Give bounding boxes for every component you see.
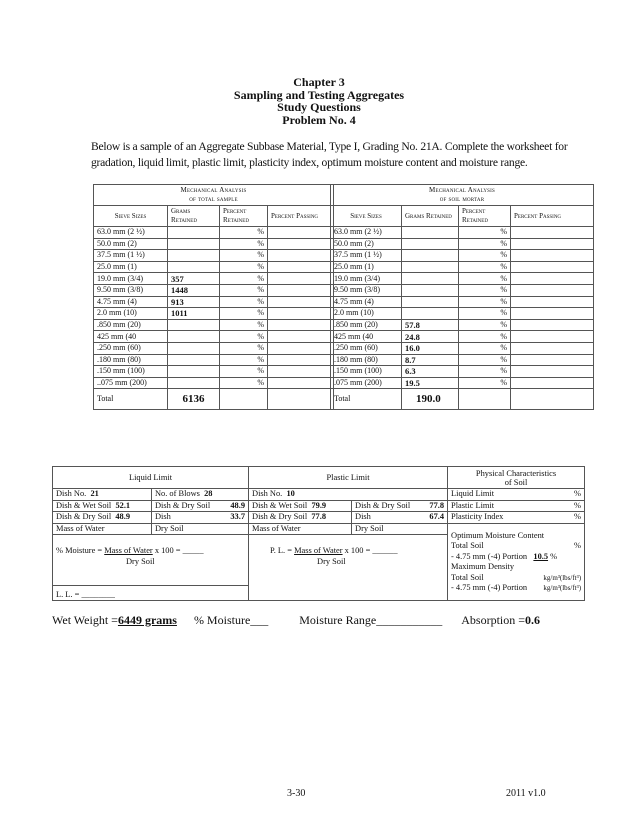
sieve-size-cell: 37.5 mm (1 ½)	[331, 250, 402, 262]
sieve-size-cell: 19.0 mm (3/4)	[331, 273, 402, 285]
limits-table	[52, 466, 585, 601]
sieve-size-cell: 2.0 mm (10)	[331, 308, 402, 320]
sieve-row	[94, 227, 334, 239]
moisture-field: % Moisture___	[193, 613, 269, 627]
sieve-row	[94, 377, 334, 389]
percent-passing-cell	[268, 354, 334, 366]
grams-retained-cell	[402, 273, 459, 285]
percent-passing-cell	[511, 261, 594, 273]
sieve-row	[94, 284, 334, 296]
percent-retained-cell: %	[220, 331, 268, 343]
sieve-row	[94, 238, 334, 250]
mech-left-title: Mechanical Analysis of total sample	[94, 185, 334, 206]
sieve-size-cell: 9.50 mm (3/8)	[331, 284, 402, 296]
sieve-size-cell: 4.75 mm (4)	[331, 296, 402, 308]
sieve-size-cell: 4.75 mm (4)	[94, 296, 168, 308]
sieve-size-cell: 63.0 mm (2 ½)	[331, 227, 402, 239]
percent-passing-cell	[511, 227, 594, 239]
percent-retained-cell: %	[220, 273, 268, 285]
percent-retained-cell: %	[459, 342, 511, 354]
sieve-row	[331, 354, 594, 366]
study-questions-label: Study Questions	[277, 100, 361, 114]
grams-retained-cell	[168, 354, 220, 366]
sieve-row	[331, 319, 594, 331]
sieve-row	[331, 366, 594, 378]
sieve-row	[94, 308, 334, 320]
percent-passing-cell	[268, 261, 334, 273]
sieve-row	[331, 227, 594, 239]
absorption-field: Absorption =0.6	[461, 613, 541, 627]
liquid-limit-header: Liquid Limit	[53, 467, 249, 489]
sieve-size-cell: ..075 mm (200)	[94, 377, 168, 389]
percent-retained-cell: %	[459, 308, 511, 320]
physical-characteristics-header: Physical Characteristics of Soil	[448, 467, 585, 489]
percent-passing-cell	[511, 250, 594, 262]
percent-retained-cell: %	[220, 377, 268, 389]
sieve-row	[94, 342, 334, 354]
grams-retained-cell	[168, 377, 220, 389]
percent-retained-cell: %	[459, 273, 511, 285]
grams-retained-cell	[168, 227, 220, 239]
percent-passing-cell	[268, 331, 334, 343]
sieve-size-cell: 425 mm (40	[331, 331, 402, 343]
grams-retained-cell	[168, 342, 220, 354]
percent-passing-cell	[268, 284, 334, 296]
sieve-size-cell: .180 mm (80)	[331, 354, 402, 366]
grams-retained-cell	[402, 296, 459, 308]
grams-retained-cell	[168, 331, 220, 343]
sieve-size-cell: 50.0 mm (2)	[331, 238, 402, 250]
percent-retained-cell: %	[220, 308, 268, 320]
grams-retained-cell: 1011	[168, 308, 220, 320]
limits-row-dry-soil: Dish & Dry Soil 48.9 Dish 33.7 Dish & Dry Soil 77.8 Dish 67.4 Plasticity Index %	[53, 512, 585, 524]
percent-retained-cell: %	[459, 250, 511, 262]
sieve-size-cell: 50.0 mm (2)	[94, 238, 168, 250]
limits-row-wet-soil: Dish & Wet Soil 52.1 Dish & Dry Soil 48.9 Dish & Wet Soil 79.9 Dish & Dry Soil 77.8 Plastic Limit %	[53, 500, 585, 512]
grams-retained-cell: 16.0	[402, 342, 459, 354]
percent-passing-cell	[511, 319, 594, 331]
percent-retained-cell: %	[459, 284, 511, 296]
percent-passing-cell	[268, 342, 334, 354]
sieve-row	[94, 331, 334, 343]
grams-retained-cell: 19.5	[402, 377, 459, 389]
grams-retained-cell: 24.8	[402, 331, 459, 343]
grams-retained-cell	[402, 238, 459, 250]
sieve-size-cell: 63.0 mm (2 ½)	[94, 227, 168, 239]
sieve-row	[331, 250, 594, 262]
percent-retained-cell: %	[220, 284, 268, 296]
percent-passing-cell	[511, 238, 594, 250]
percent-retained-cell: %	[459, 296, 511, 308]
sieve-size-cell: .150 mm (100)	[331, 366, 402, 378]
percent-retained-cell: %	[459, 238, 511, 250]
limits-row-dish-no: Dish No. 21 No. of Blows 28 Dish No. 10 Liquid Limit %	[53, 489, 585, 501]
sieve-row	[331, 273, 594, 285]
percent-passing-cell	[511, 296, 594, 308]
percent-passing-cell	[268, 296, 334, 308]
grams-retained-cell: 1448	[168, 284, 220, 296]
grams-retained-cell: 8.7	[402, 354, 459, 366]
limits-header-row	[53, 467, 585, 489]
grams-retained-cell	[402, 261, 459, 273]
sieve-row	[331, 331, 594, 343]
sieve-size-cell: .150 mm (100)	[94, 366, 168, 378]
grams-retained-cell	[402, 284, 459, 296]
intro-paragraph: Below is a sample of an Aggregate Subbase Material, Type I, Grading No. 21A. Complete the worksheet for gradation, liquid limit, plastic limit, plasticity index, optimum moisture content and moisture range.	[91, 140, 568, 169]
sieve-size-cell: 9.50 mm (3/8)	[94, 284, 168, 296]
sieve-size-cell: 425 mm (40	[94, 331, 168, 343]
mech-left-total-row: Total 6136	[94, 389, 334, 410]
sieve-size-cell: .850 mm (20)	[94, 319, 168, 331]
percent-passing-cell	[268, 250, 334, 262]
limits-row-mass-water: Mass of Water Dry Soil Mass of Water Dry Soil Optimum Moisture Content Total Soil % - 4.75 mm (-4) Portion 10.5 % Maximum Density Total Soil kg/m³(lbs/ft³) - 4.75 mm (-4) Portion kg/m³(lbs/ft³)	[53, 523, 585, 535]
percent-retained-cell: %	[220, 250, 268, 262]
grams-retained-cell	[402, 227, 459, 239]
percent-passing-cell	[511, 273, 594, 285]
percent-retained-cell: %	[459, 331, 511, 343]
wet-weight: Wet Weight =6449 grams	[52, 613, 177, 627]
percent-retained-cell: %	[459, 354, 511, 366]
grams-retained-cell: 6.3	[402, 366, 459, 378]
percent-passing-cell	[511, 342, 594, 354]
sieve-row	[331, 308, 594, 320]
mech-left-header-row: Sieve Sizes Grams Retained Percent Retained Percent Passing	[94, 206, 334, 227]
sieve-row	[331, 261, 594, 273]
sieve-row	[331, 342, 594, 354]
mech-right-title: Mechanical Analysis of soil mortar	[331, 185, 594, 206]
mech-right-header-row: Sieve Sizes Grams Retained Percent Retained Percent Passing	[331, 206, 594, 227]
grams-retained-cell	[168, 319, 220, 331]
percent-passing-cell	[268, 308, 334, 320]
percent-passing-cell	[511, 331, 594, 343]
percent-retained-cell: %	[459, 377, 511, 389]
sieve-size-cell: .075 mm (200)	[331, 377, 402, 389]
percent-retained-cell: %	[459, 366, 511, 378]
grams-retained-cell	[402, 250, 459, 262]
percent-retained-cell: %	[459, 319, 511, 331]
grams-retained-cell	[168, 250, 220, 262]
grams-retained-cell	[168, 366, 220, 378]
omc-cell: Optimum Moisture Content Total Soil % - 4.75 mm (-4) Portion 10.5 % Maximum Density Total Soil kg/m³(lbs/ft³) - 4.75 mm (-4) Portion kg/m³(lbs/ft³)	[448, 523, 585, 601]
percent-retained-cell: %	[220, 227, 268, 239]
percent-retained-cell: %	[220, 366, 268, 378]
grams-retained-cell: 357	[168, 273, 220, 285]
percent-retained-cell: %	[459, 227, 511, 239]
page-number: 3-30	[287, 788, 306, 799]
sieve-row	[94, 366, 334, 378]
percent-passing-cell	[268, 377, 334, 389]
sieve-row	[94, 296, 334, 308]
percent-passing-cell	[511, 308, 594, 320]
percent-retained-cell: %	[220, 354, 268, 366]
sieve-size-cell: .850 mm (20)	[331, 319, 402, 331]
percent-passing-cell	[511, 366, 594, 378]
sieve-size-cell: .180 mm (80)	[94, 354, 168, 366]
grams-retained-cell: 913	[168, 296, 220, 308]
mech-right-total-row: Total 190.0	[331, 389, 594, 410]
sieve-row	[94, 261, 334, 273]
sieve-row	[331, 377, 594, 389]
heading	[0, 76, 638, 126]
percent-passing-cell	[511, 284, 594, 296]
sieve-size-cell: .250 mm (60)	[94, 342, 168, 354]
sieve-row	[331, 296, 594, 308]
sieve-row	[94, 354, 334, 366]
percent-passing-cell	[268, 273, 334, 285]
sieve-size-cell: 19.0 mm (3/4)	[94, 273, 168, 285]
mechanical-analysis-soil-mortar-table	[330, 184, 594, 410]
limits-row-equations: % Moisture = Mass of Water x 100 = _____ Dry Soil L. L. = ________ P. L. = Mass of Water x 100 = ______ Dry Soil	[53, 535, 585, 601]
percent-retained-cell: %	[220, 319, 268, 331]
plastic-limit-header: Plastic Limit	[249, 467, 448, 489]
percent-retained-cell: %	[220, 296, 268, 308]
grams-retained-cell: 57.8	[402, 319, 459, 331]
percent-passing-cell	[268, 366, 334, 378]
sieve-row	[94, 319, 334, 331]
sieve-row	[94, 250, 334, 262]
percent-passing-cell	[511, 354, 594, 366]
percent-passing-cell	[268, 319, 334, 331]
percent-retained-cell: %	[459, 261, 511, 273]
percent-passing-cell	[268, 227, 334, 239]
chapter-label: Chapter 3	[293, 75, 345, 89]
version-label: 2011 v1.0	[506, 788, 546, 799]
percent-passing-cell	[511, 377, 594, 389]
mechanical-analysis-total-sample-table	[93, 184, 334, 410]
percent-retained-cell: %	[220, 238, 268, 250]
percent-retained-cell: %	[220, 261, 268, 273]
chapter-title: Sampling and Testing Aggregates	[233, 87, 405, 102]
sieve-row	[94, 273, 334, 285]
sieve-row	[331, 238, 594, 250]
bottom-line	[52, 613, 612, 628]
percent-retained-cell: %	[220, 342, 268, 354]
percent-passing-cell	[268, 238, 334, 250]
problem-label: Problem No. 4	[282, 112, 356, 127]
grams-retained-cell	[168, 261, 220, 273]
sieve-size-cell: .250 mm (60)	[331, 342, 402, 354]
grams-retained-cell	[168, 238, 220, 250]
sieve-size-cell: 37.5 mm (1 ½)	[94, 250, 168, 262]
sieve-size-cell: 25.0 mm (1)	[331, 261, 402, 273]
sieve-size-cell: 2.0 mm (10)	[94, 308, 168, 320]
moisture-range-field: Moisture Range___________	[299, 613, 443, 627]
sieve-size-cell: 25.0 mm (1)	[94, 261, 168, 273]
sieve-row	[331, 284, 594, 296]
grams-retained-cell	[402, 308, 459, 320]
